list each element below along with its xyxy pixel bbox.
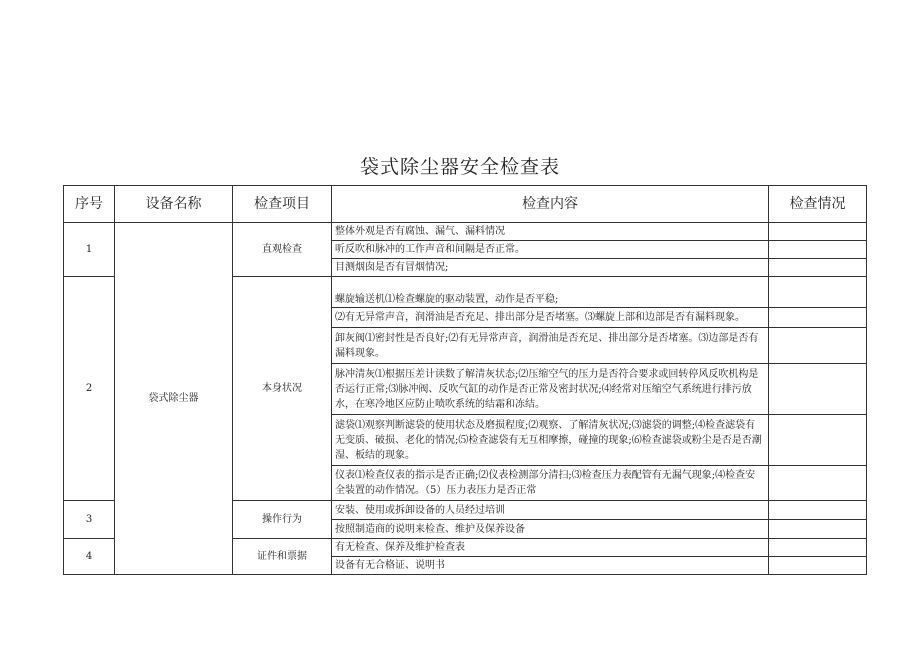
row-number-1: 1 [64,223,115,277]
result-cell[interactable] [769,520,867,539]
item-visual-check: 直观检查 [233,223,332,277]
result-cell[interactable] [769,328,867,364]
header-content: 检查内容 [332,186,769,223]
item-certificates: 证件和票据 [233,539,332,575]
page-title: 袋式除尘器安全检查表 [359,156,560,178]
result-cell[interactable] [769,415,867,466]
content-cell: 滤袋⑴观察判断滤袋的使用状态及磨损程度;⑵观察、了解清灰状况;⑶滤袋的调整;⑷检查滤袋有无变质、破损、老化的情况;⑸检查滤袋有无互相摩擦，碰撞的现象;⑹检查滤袋或粉尘是否是否潮湿、板结的现象。 [332,415,769,466]
result-cell[interactable] [769,241,867,259]
result-cell[interactable] [769,539,867,557]
content-cell: 卸灰阀⑴密封性是否良好;⑵有无异常声音，润滑油是否充足、排出部分是否堵塞。⑶边部是否有漏料现象。 [332,328,769,364]
content-cell: 有无检查、保养及维护检查表 [332,539,769,557]
row-number-4: 4 [64,539,115,575]
table-header-row [64,186,867,223]
content-cell: 脉冲清灰⑴根据压差计读数了解清灰状态;⑵压缩空气的压力是否符合要求或回转停风反吹机构是否运行正常;⑶脉冲阀、反吹气缸的动作是否正常及密封状况;⑷经常对压缩空气系统进行排污放水，在寒冷地区应防止喷吹系统的结霜和冻结。 [332,364,769,415]
header-no: 序号 [64,186,115,223]
device-name-cell: 袋式除尘器 [115,223,233,575]
result-cell[interactable] [769,223,867,241]
content-cell: 螺旋输送机⑴检查螺旋的驱动装置，动作是否平稳; [332,277,769,308]
result-cell[interactable] [769,308,867,328]
result-cell[interactable] [769,466,867,501]
result-cell[interactable] [769,277,867,308]
header-result: 检查情况 [769,186,867,223]
content-cell: 按照制造商的说明来检查、维护及保养设备 [332,520,769,539]
content-cell: 安装、使用或拆卸设备的人员经过培训 [332,501,769,520]
table-row [64,223,867,241]
row-number-2: 2 [64,277,115,501]
content-cell: 仪表⑴检查仪表的指示是否正确;⑵仪表检测部分清扫;⑶检查压力表配管有无漏气现象;⑷检查安全装置的动作情况。（5）压力表压力是否正常 [332,466,769,501]
item-self-condition: 本身状况 [233,277,332,501]
result-cell[interactable] [769,364,867,415]
header-device: 设备名称 [115,186,233,223]
content-cell: 设备有无合格证、说明书 [332,557,769,575]
content-cell: 目测烟囱是否有冒烟情况; [332,259,769,277]
result-cell[interactable] [769,259,867,277]
content-cell: 整体外观是否有腐蚀、漏气、漏料情况 [332,223,769,241]
content-cell: 听反吹和脉冲的工作声音和间隔是否正常。 [332,241,769,259]
inspection-table [63,185,867,575]
result-cell[interactable] [769,557,867,575]
result-cell[interactable] [769,501,867,520]
content-cell: ⑵有无异常声音，润滑油是否充足、排出部分是否堵塞。⑶螺旋上部和边部是否有漏料现象。 [332,308,769,328]
item-operation: 操作行为 [233,501,332,539]
header-item: 检查项目 [233,186,332,223]
row-number-3: 3 [64,501,115,539]
